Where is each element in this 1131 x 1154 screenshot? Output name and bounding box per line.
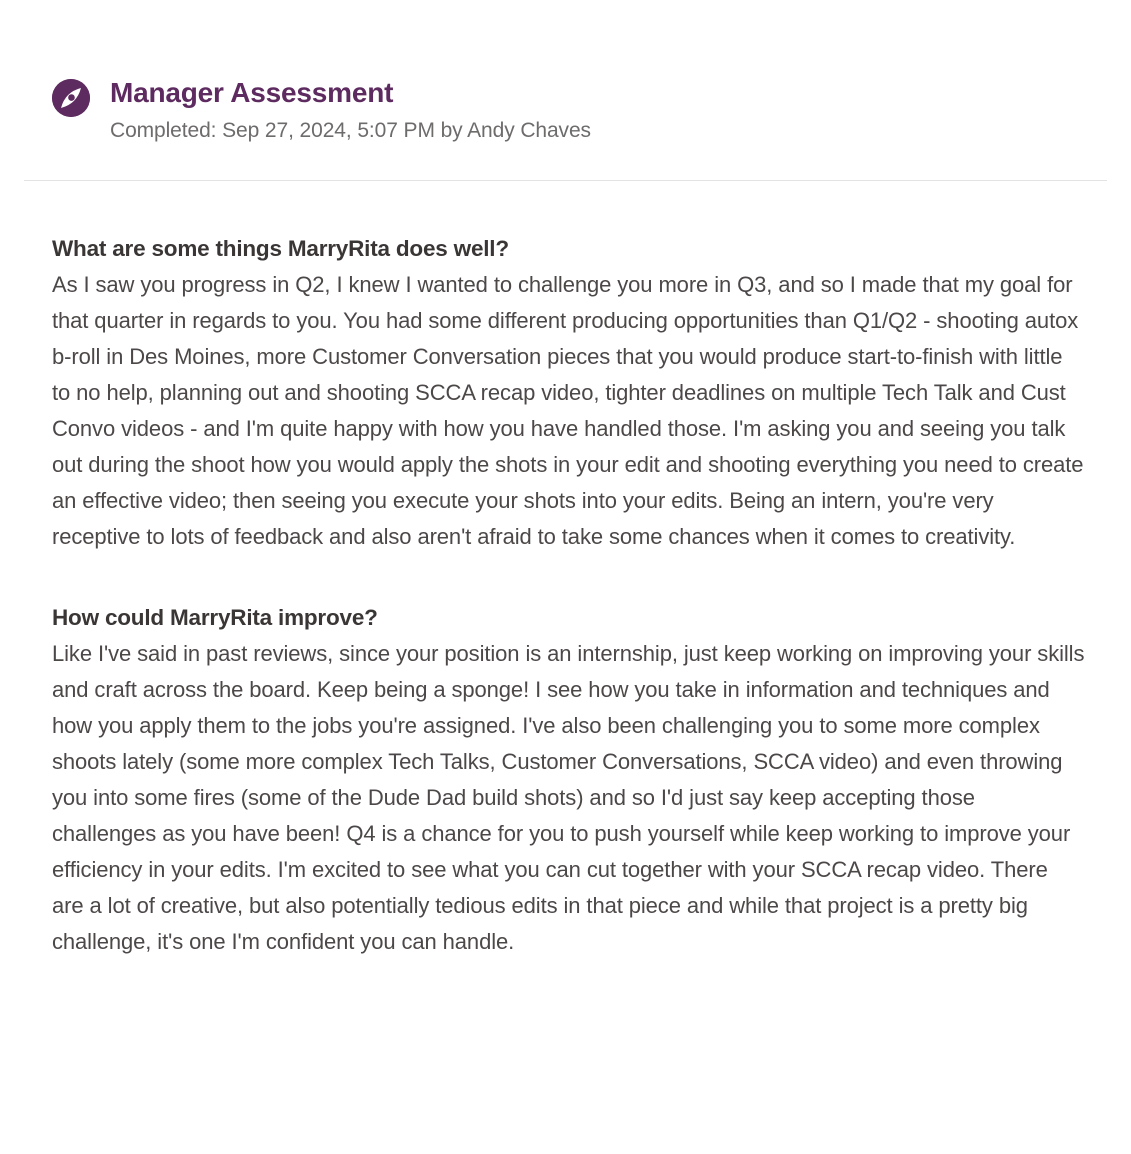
question-improvements: How could MarryRita improve? [52,604,378,630]
qa-block-improvements [52,600,1085,960]
assessment-content [0,231,1131,960]
compass-icon [52,79,90,117]
answer-strengths: As I saw you progress in Q2, I knew I wanted to challenge you more in Q3, and so I made that my goal for that quarter in regards to you. You had some different producing opportunities than Q1/Q2 - shooting autox b-roll in Des Moines, more Customer Conversation pieces that you would produce start-to-finish with little to no help, planning out and shooting SCCA recap video, tighter deadlines on multiple Tech Talk and Cust Convo videos - and I'm quite happy with how you have handled those. I'm asking you and seeing you talk out during the shoot how you would apply the shots in your edit and shooting everything you need to create an effective video; then seeing you execute your shots into your edits. Being an intern, you're very receptive to lots of feedback and also aren't afraid to take some chances when it comes to creativity. [52,271,1084,549]
question-strengths: What are some things MarryRita does well? [52,235,509,261]
qa-block-strengths [52,231,1085,555]
divider [24,180,1107,181]
header-text [110,76,591,143]
assessment-header [0,0,1131,143]
completion-status: Completed: Sep 27, 2024, 5:07 PM by Andy Chaves [110,118,591,142]
page-title: Manager Assessment [110,77,394,108]
answer-improvements: Like I've said in past reviews, since your position is an internship, just keep working on improving your skills and craft across the board. Keep being a sponge! I see how you take in information and techniques and how you apply them to the jobs you're assigned. I've also been challenging you to some more complex shoots lately (some more complex Tech Talks, Customer Conversations, SCCA video) and even throwing you into some fires (some of the Dude Dad build shots) and so I'd just say keep accepting those challenges as you have been! Q4 is a chance for you to push yourself while keep working to improve your efficiency in your edits. I'm excited to see what you can cut together with your SCCA recap video. There are a lot of creative, but also potentially tedious edits in that piece and while that project is a pretty big challenge, it's one I'm confident you can handle. [52,640,1085,954]
